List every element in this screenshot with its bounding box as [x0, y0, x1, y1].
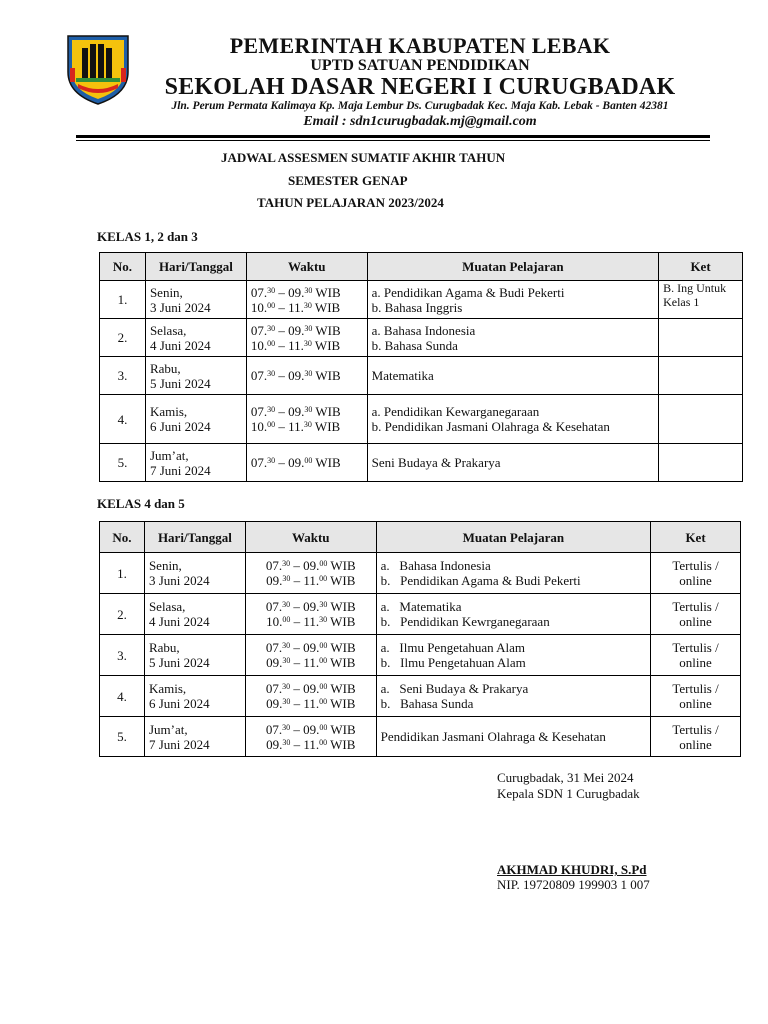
- time-range: 07.30 – 09.30 WIB: [250, 368, 341, 383]
- time-start-minute: 30: [282, 722, 291, 732]
- table-row: [100, 444, 743, 482]
- cell-time: [246, 444, 367, 482]
- time-start-minute: 30: [282, 697, 291, 706]
- table-row: [100, 319, 743, 357]
- subject-item: a. Bahasa Indonesia: [380, 558, 491, 573]
- time-end-minute: 30: [304, 405, 313, 414]
- time-unit: WIB: [315, 455, 341, 470]
- section-title-kelas-4-5: KELAS 4 dan 5: [97, 496, 185, 511]
- cell-note: [651, 635, 741, 676]
- cell-no: [100, 357, 146, 395]
- cell-subject: [367, 395, 658, 444]
- time-start-minute: 30: [282, 574, 291, 583]
- time-start-minute: 30: [267, 405, 276, 414]
- time-end-hour: 11.: [288, 337, 304, 353]
- subject-item: b. Pendidikan Agama & Budi Pekerti: [380, 573, 581, 588]
- time-start-hour: 07.: [265, 721, 283, 737]
- time-end-hour: 09.: [288, 455, 305, 470]
- time-start-minute: 30: [282, 737, 291, 747]
- time-unit: WIB: [315, 404, 341, 419]
- time-end-hour: 09.: [288, 404, 305, 419]
- time-start-minute: 00: [267, 338, 276, 348]
- cell-day-date: [145, 444, 246, 482]
- cell-subject: [367, 281, 658, 319]
- time-end-minute: 30: [304, 369, 313, 378]
- table-row: [100, 395, 743, 444]
- row-day: Senin,: [149, 284, 183, 300]
- time-end-hour: 09.: [303, 558, 320, 573]
- time-end-minute: 30: [319, 600, 328, 609]
- row-date: 5 Juni 2024: [148, 655, 210, 670]
- time-end-hour: 09.: [288, 322, 305, 338]
- time-unit: WIB: [330, 573, 356, 588]
- time-start-minute: 30: [282, 682, 291, 691]
- row-number: 4.: [117, 688, 127, 704]
- time-range: 07.30 – 09.00 WIB: [265, 721, 356, 737]
- time-range: 07.30 – 09.30 WIB: [250, 284, 341, 300]
- time-range: 07.30 – 09.00 WIB: [265, 681, 356, 696]
- time-end-hour: 11.: [303, 736, 320, 752]
- cell-time: [245, 717, 376, 757]
- cell-time: [245, 553, 376, 594]
- header-subject: Muatan Pelajaran: [376, 522, 650, 553]
- document-year: TAHUN PELAJARAN 2023/2024: [257, 195, 444, 210]
- cell-note: [651, 717, 741, 757]
- time-end-hour: 09.: [288, 368, 305, 383]
- time-end-minute: 00: [319, 656, 328, 665]
- table-row: [100, 676, 741, 717]
- time-start-minute: 00: [267, 420, 276, 429]
- time-unit: WIB: [330, 696, 356, 711]
- row-day: Jum’at,: [148, 721, 188, 737]
- row-number: 5.: [117, 455, 128, 470]
- time-unit: WIB: [315, 322, 341, 338]
- table-row: [100, 357, 743, 395]
- header-time: Waktu: [246, 253, 367, 281]
- time-start-minute: 30: [267, 323, 276, 333]
- table-row: [100, 594, 741, 635]
- subject-item: b. Pendidikan Jasmani Olahraga & Kesehatan: [371, 419, 610, 434]
- header-no: No.: [100, 253, 146, 281]
- note-line: Kelas 1: [663, 295, 700, 309]
- time-unit: WIB: [330, 558, 356, 573]
- cell-note: [651, 676, 741, 717]
- cell-time: [245, 594, 376, 635]
- header-note: Ket: [659, 253, 743, 281]
- time-unit: WIB: [314, 299, 341, 315]
- time-start-minute: 30: [267, 285, 276, 295]
- letterhead-line-1: PEMERINTAH KABUPATEN LEBAK: [229, 33, 611, 58]
- time-start-minute: 00: [267, 300, 276, 310]
- cell-note: [659, 319, 743, 357]
- cell-subject: [376, 553, 650, 594]
- table-row: [100, 281, 743, 319]
- time-range: 07.30 – 09.30 WIB: [250, 322, 341, 338]
- table-row: [100, 717, 741, 757]
- time-range: 09.30 – 11.00 WIB: [266, 736, 356, 752]
- time-start-hour: 10.: [250, 337, 268, 353]
- cell-subject: [376, 635, 650, 676]
- row-number: 5.: [117, 729, 127, 744]
- note-line: online: [679, 696, 712, 711]
- signatory-name: AKHMAD KHUDRI, S.Pd: [497, 862, 647, 877]
- time-end-minute: 00: [319, 722, 328, 732]
- row-number: 1.: [117, 565, 127, 581]
- time-start-hour: 10.: [250, 419, 268, 434]
- time-end-hour: 11.: [303, 614, 320, 629]
- time-range: 07.30 – 09.30 WIB: [265, 599, 356, 614]
- time-start-minute: 30: [282, 641, 291, 650]
- time-start-hour: 10.: [250, 299, 268, 315]
- schedule-table-kelas-1-3: [99, 252, 743, 482]
- subject-item: Pendidikan Jasmani Olahraga & Kesehatan: [380, 729, 606, 744]
- cell-no: [100, 594, 145, 635]
- cell-note: [651, 553, 741, 594]
- time-end-minute: 00: [304, 456, 313, 465]
- subject-item: a. Ilmu Pengetahuan Alam: [380, 640, 526, 655]
- letterhead-line-2: UPTD SATUAN PENDIDIKAN: [310, 57, 530, 74]
- time-end-minute: 30: [319, 615, 328, 624]
- subject-item: a. Pendidikan Kewarganegaraan: [371, 404, 540, 419]
- time-range: 07.30 – 09.00 WIB: [265, 558, 356, 573]
- note-line: Tertulis /: [672, 681, 719, 696]
- row-date: 6 Juni 2024: [149, 419, 211, 434]
- time-start-hour: 09.: [266, 736, 283, 752]
- regency-crest-icon: [64, 32, 132, 106]
- cell-note: [651, 594, 741, 635]
- time-start-hour: 07.: [250, 404, 268, 419]
- subject-item: a. Bahasa Indonesia: [371, 322, 476, 338]
- signature-position: Kepala SDN 1 Curugbadak: [497, 786, 640, 801]
- note-line: B. Ing Untuk: [663, 281, 727, 295]
- cell-day-date: [144, 635, 245, 676]
- time-end-minute: 30: [304, 285, 313, 295]
- time-start-minute: 30: [282, 600, 291, 609]
- time-start-hour: 09.: [266, 696, 283, 711]
- header-day-date: Hari/Tanggal: [144, 522, 245, 553]
- cell-subject: [367, 319, 658, 357]
- letterhead-divider-thin: [76, 140, 710, 141]
- row-day: Selasa,: [148, 599, 186, 614]
- row-date: 4 Juni 2024: [149, 337, 211, 353]
- time-end-minute: 00: [319, 641, 328, 650]
- time-start-minute: 30: [267, 369, 276, 378]
- cell-no: [100, 281, 146, 319]
- time-end-hour: 11.: [303, 696, 320, 711]
- time-unit: WIB: [330, 599, 356, 614]
- row-number: 3.: [117, 368, 128, 383]
- time-start-hour: 07.: [265, 640, 283, 655]
- time-start-hour: 09.: [266, 573, 283, 588]
- subject-item: b. Bahasa Sunda: [371, 337, 458, 353]
- row-day: Kamis,: [148, 681, 187, 696]
- time-end-hour: 11.: [288, 419, 304, 434]
- table-row: [100, 635, 741, 676]
- schedule-table-kelas-4-5: [99, 521, 741, 757]
- note-line: online: [679, 736, 712, 752]
- note-line: Tertulis /: [672, 721, 719, 737]
- time-start-hour: 10.: [266, 614, 283, 629]
- time-unit: WIB: [315, 368, 341, 383]
- time-start-hour: 07.: [250, 322, 268, 338]
- row-day: Kamis,: [149, 404, 188, 419]
- header-no: No.: [100, 522, 145, 553]
- cell-day-date: [144, 594, 245, 635]
- cell-day-date: [145, 395, 246, 444]
- time-range: 09.30 – 11.00 WIB: [266, 573, 356, 588]
- row-day: Selasa,: [149, 322, 187, 338]
- cell-time: [246, 395, 367, 444]
- letterhead-divider-thick: [76, 135, 710, 138]
- document-title: JADWAL ASSESMEN SUMATIF AKHIR TAHUN: [221, 150, 506, 165]
- header-time: Waktu: [245, 522, 376, 553]
- time-range: 09.30 – 11.00 WIB: [266, 655, 356, 670]
- row-date: 6 Juni 2024: [148, 696, 210, 711]
- document-semester: SEMESTER GENAP: [288, 173, 408, 188]
- cell-time: [245, 635, 376, 676]
- row-day: Rabu,: [149, 360, 181, 376]
- time-range: 10.00 – 11.30 WIB: [266, 614, 356, 629]
- school-address: Jln. Perum Permata Kalimaya Kp. Maja Lembur Ds. Curugbadak Kec. Maja Kab. Lebak - Banten 42381: [171, 100, 669, 112]
- time-start-hour: 09.: [266, 655, 283, 670]
- cell-day-date: [144, 553, 245, 594]
- cell-day-date: [145, 319, 246, 357]
- row-day: Rabu,: [148, 640, 180, 655]
- time-end-hour: 09.: [303, 721, 320, 737]
- cell-subject: [367, 444, 658, 482]
- time-end-hour: 09.: [288, 284, 305, 300]
- subject-item: a. Pendidikan Agama & Budi Pekerti: [371, 284, 565, 300]
- cell-no: [100, 717, 145, 757]
- cell-no: [100, 553, 145, 594]
- cell-note: [659, 395, 743, 444]
- time-start-hour: 07.: [250, 284, 268, 300]
- row-date: 3 Juni 2024: [149, 299, 211, 315]
- time-end-minute: 30: [303, 300, 312, 310]
- cell-day-date: [144, 676, 245, 717]
- time-start-minute: 30: [282, 559, 291, 568]
- cell-note: [659, 357, 743, 395]
- time-range: 10.00 – 11.30 WIB: [250, 337, 341, 353]
- row-date: 5 Juni 2024: [149, 375, 211, 391]
- cell-no: [100, 395, 146, 444]
- subject-item: b. Pendidikan Kewrganegaraan: [380, 614, 550, 629]
- time-unit: WIB: [330, 736, 356, 752]
- time-range: 07.30 – 09.00 WIB: [250, 455, 341, 470]
- subject-item: a. Seni Budaya & Prakarya: [380, 681, 529, 696]
- cell-day-date: [145, 357, 246, 395]
- time-unit: WIB: [330, 640, 356, 655]
- time-unit: WIB: [315, 284, 341, 300]
- cell-no: [100, 319, 146, 357]
- row-day: Jum’at,: [149, 447, 189, 463]
- note-line: Tertulis /: [672, 558, 719, 573]
- row-date: 7 Juni 2024: [148, 736, 210, 752]
- time-start-hour: 07.: [265, 681, 283, 696]
- cell-subject: [367, 357, 658, 395]
- time-range: 07.30 – 09.00 WIB: [265, 640, 356, 655]
- time-unit: WIB: [330, 681, 356, 696]
- row-number: 1.: [117, 292, 128, 307]
- time-range: 09.30 – 11.00 WIB: [266, 696, 356, 711]
- cell-subject: [376, 717, 650, 757]
- header-subject: Muatan Pelajaran: [367, 253, 658, 281]
- time-end-hour: 09.: [303, 640, 320, 655]
- time-start-minute: 00: [282, 615, 291, 624]
- table-header-row: [100, 253, 743, 281]
- time-start-minute: 30: [267, 456, 276, 465]
- time-end-hour: 11.: [288, 299, 304, 315]
- subject-item: b. Ilmu Pengetahuan Alam: [380, 655, 526, 670]
- time-end-hour: 11.: [303, 655, 320, 670]
- cell-time: [246, 281, 367, 319]
- note-line: online: [679, 573, 712, 588]
- time-end-hour: 11.: [303, 573, 320, 588]
- header-day-date: Hari/Tanggal: [145, 253, 246, 281]
- header-note: Ket: [651, 522, 741, 553]
- row-number: 3.: [117, 647, 127, 663]
- table-header-row: [100, 522, 741, 553]
- time-start-hour: 07.: [250, 368, 268, 383]
- note-line: Tertulis /: [672, 599, 719, 614]
- row-number: 2.: [117, 330, 128, 345]
- cell-subject: [376, 676, 650, 717]
- time-start-hour: 07.: [265, 599, 283, 614]
- cell-note: [659, 281, 743, 319]
- school-name: SEKOLAH DASAR NEGERI I CURUGBADAK: [164, 74, 676, 100]
- cell-no: [100, 676, 145, 717]
- time-range: 10.00 – 11.30 WIB: [250, 299, 341, 315]
- cell-day-date: [145, 281, 246, 319]
- time-end-minute: 00: [319, 697, 328, 706]
- note-line: online: [679, 655, 712, 670]
- time-end-minute: 00: [319, 574, 328, 583]
- section-title-kelas-1-3: KELAS 1, 2 dan 3: [97, 229, 198, 244]
- row-date: 7 Juni 2024: [149, 462, 211, 478]
- row-date: 3 Juni 2024: [148, 573, 210, 588]
- cell-time: [245, 676, 376, 717]
- time-end-minute: 30: [303, 338, 312, 348]
- time-end-hour: 09.: [303, 681, 320, 696]
- school-email: Email : sdn1curugbadak.mj@gmail.com: [303, 114, 537, 129]
- cell-subject: [376, 594, 650, 635]
- note-line: Tertulis /: [672, 640, 719, 655]
- subject-item: Seni Budaya & Prakarya: [371, 455, 501, 470]
- time-start-hour: 07.: [250, 455, 268, 470]
- time-end-minute: 00: [319, 737, 328, 747]
- note-line: online: [679, 614, 712, 629]
- row-date: 4 Juni 2024: [148, 614, 210, 629]
- time-unit: WIB: [314, 419, 341, 434]
- signature-place-date: Curugbadak, 31 Mei 2024: [497, 770, 634, 785]
- time-start-minute: 30: [282, 656, 291, 665]
- row-number: 2.: [117, 606, 127, 622]
- time-unit: WIB: [330, 721, 356, 737]
- time-end-minute: 30: [304, 323, 313, 333]
- row-number: 4.: [117, 411, 128, 427]
- time-range: 10.00 – 11.30 WIB: [250, 419, 341, 434]
- subject-item: Matematika: [371, 368, 434, 383]
- cell-no: [100, 444, 146, 482]
- time-unit: WIB: [330, 655, 356, 670]
- time-start-hour: 07.: [265, 558, 283, 573]
- cell-day-date: [144, 717, 245, 757]
- subject-item: a. Matematika: [380, 599, 462, 614]
- time-end-minute: 30: [303, 420, 312, 429]
- row-day: Senin,: [148, 558, 182, 573]
- time-unit: WIB: [330, 614, 356, 629]
- time-unit: WIB: [314, 337, 341, 353]
- time-end-minute: 00: [319, 559, 328, 568]
- time-range: 07.30 – 09.30 WIB: [250, 404, 341, 419]
- signatory-nip: NIP. 19720809 199903 1 007: [497, 877, 650, 892]
- cell-time: [246, 357, 367, 395]
- subject-item: b. Bahasa Inggris: [371, 299, 463, 315]
- subject-item: b. Bahasa Sunda: [380, 696, 474, 711]
- cell-time: [246, 319, 367, 357]
- time-end-hour: 09.: [303, 599, 320, 614]
- cell-note: [659, 444, 743, 482]
- table-row: [100, 553, 741, 594]
- time-end-minute: 00: [319, 682, 328, 691]
- cell-no: [100, 635, 145, 676]
